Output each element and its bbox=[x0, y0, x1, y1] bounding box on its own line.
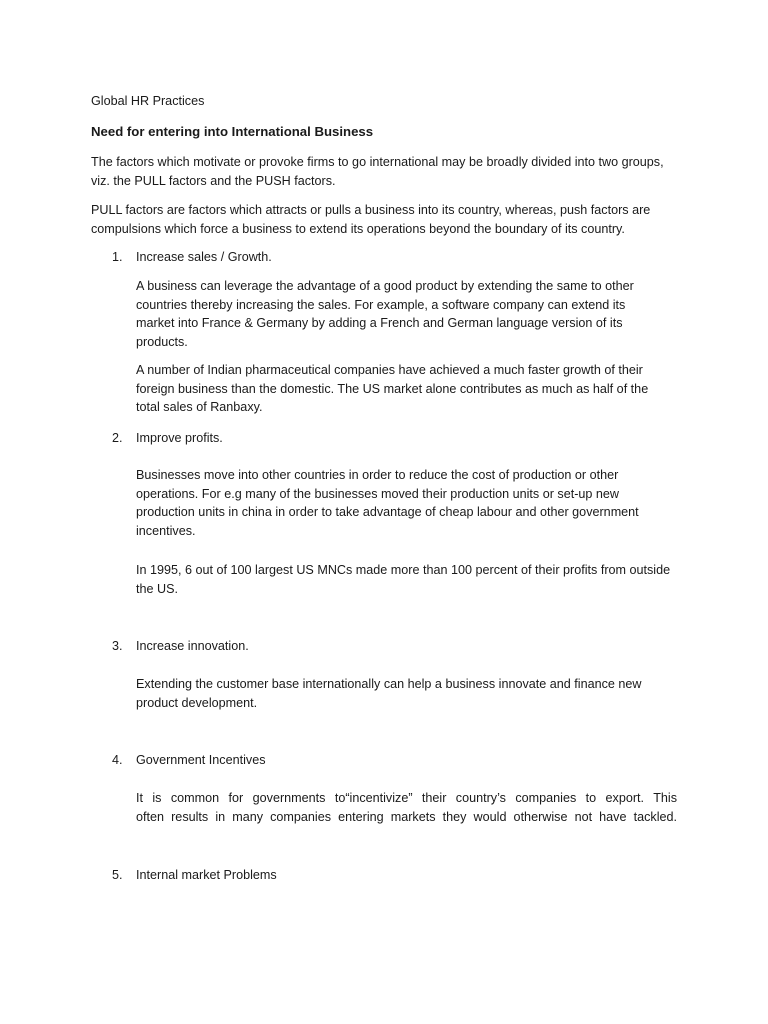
paragraph-line: In 1995, 6 out of 100 largest US MNCs made more than 100 percent of their profits from outside bbox=[136, 563, 671, 577]
paragraph-line: incentives. bbox=[136, 523, 196, 538]
paragraph-line: foreign business than the domestic. The US market alone contributes as much as half of the bbox=[136, 381, 649, 396]
paragraph-line: total sales of Ranbaxy. bbox=[136, 400, 263, 415]
list-item-label: Government Incentives bbox=[136, 753, 266, 767]
paragraph-line: A business can leverage the advantage of a good product by extending the same to other bbox=[136, 279, 634, 293]
intro-line: viz. the PULL factors and the PUSH factors. bbox=[91, 174, 336, 188]
list-item-label: Increase innovation. bbox=[136, 639, 249, 653]
document-title: Global HR Practices bbox=[91, 94, 205, 108]
list-item-paragraph bbox=[136, 277, 634, 351]
paragraph-line: product development. bbox=[136, 695, 258, 710]
paragraph-line: products. bbox=[136, 334, 188, 349]
list-item-label: Internal market Problems bbox=[136, 868, 277, 882]
paragraph-line: countries thereby increasing the sales. For example, a software company can extend its bbox=[136, 297, 626, 312]
list-item-number: 1. bbox=[112, 250, 123, 264]
list-item-paragraph bbox=[136, 466, 639, 540]
list-item-paragraph bbox=[136, 789, 677, 827]
paragraph-line: A number of Indian pharmaceutical companies have achieved a much faster growth of their bbox=[136, 363, 643, 377]
pull-factors-paragraph bbox=[91, 201, 650, 239]
intro-paragraph bbox=[91, 153, 664, 191]
intro-line: The factors which motivate or provoke firms to go international may be broadly divided into two groups, bbox=[91, 155, 664, 169]
paragraph-line: market into France & Germany by adding a French and German language version of its bbox=[136, 316, 623, 331]
list-item-paragraph bbox=[136, 561, 670, 598]
list-item-number: 4. bbox=[112, 753, 123, 767]
list-item-paragraph bbox=[136, 675, 641, 712]
paragraph-line: Businesses move into other countries in order to reduce the cost of production or other bbox=[136, 468, 619, 482]
list-item-paragraph bbox=[136, 361, 648, 417]
section-heading: Need for entering into International Business bbox=[91, 124, 374, 139]
pull-line: PULL factors are factors which attracts or pulls a business into its country, whereas, push factors are bbox=[91, 203, 651, 217]
paragraph-line: It is common for governments to“incentivize” their country’s companies to export. This bbox=[136, 791, 677, 805]
list-item-number: 2. bbox=[112, 431, 123, 445]
list-item-label: Improve profits. bbox=[136, 431, 223, 445]
paragraph-line: operations. For e.g many of the businesses moved their production units or set-up new bbox=[136, 486, 620, 501]
list-item-number: 3. bbox=[112, 639, 123, 653]
paragraph-line: production units in china in order to take advantage of cheap labour and other government bbox=[136, 505, 639, 520]
pull-line: compulsions which force a business to extend its operations beyond the boundary of its country. bbox=[91, 222, 625, 236]
paragraph-line: Extending the customer base internationally can help a business innovate and finance new bbox=[136, 677, 642, 691]
paragraph-line: often results in many companies entering markets they would otherwise not have tackled. bbox=[136, 810, 677, 824]
list-item-number: 5. bbox=[112, 868, 123, 882]
paragraph-line: the US. bbox=[136, 581, 178, 596]
list-item-label: Increase sales / Growth. bbox=[136, 250, 272, 264]
